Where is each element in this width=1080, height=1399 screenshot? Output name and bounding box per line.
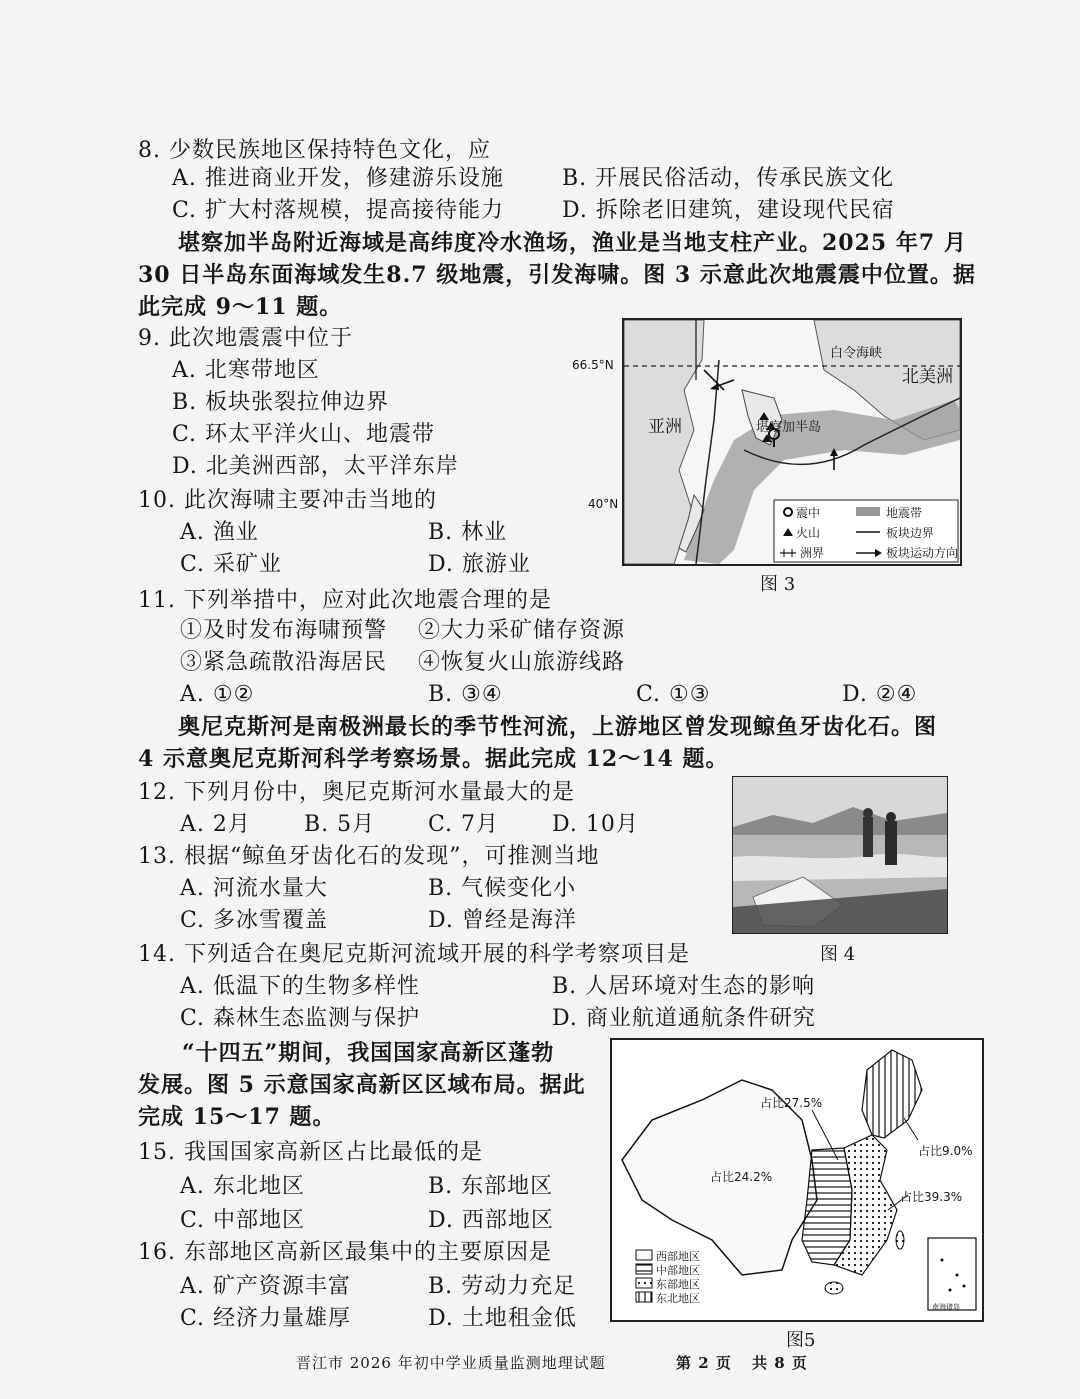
lat-66-label: 66.5°N bbox=[572, 358, 614, 372]
q16-option-b: B. 劳动力充足 bbox=[428, 1274, 577, 1299]
q11-option-d: D. ②④ bbox=[842, 682, 918, 707]
legend-plate-boundary: 板块边界 bbox=[886, 526, 935, 540]
q14-option-c: C. 森林生态监测与保护 bbox=[180, 1006, 421, 1031]
figure-5-caption: 图5 bbox=[786, 1330, 816, 1351]
q15-stem: 15. 我国国家高新区占比最低的是 bbox=[138, 1140, 483, 1165]
q15-option-d: D. 西部地区 bbox=[428, 1208, 554, 1233]
q15-option-c: C. 中部地区 bbox=[180, 1208, 306, 1233]
q8-option-d: D. 拆除老旧建筑，建设现代民宿 bbox=[562, 198, 895, 223]
footer-page: 第 2 页 bbox=[676, 1354, 732, 1372]
q14-option-b: B. 人居环境对生态的影响 bbox=[552, 974, 816, 999]
figure-3-caption: 图 3 bbox=[760, 574, 796, 595]
legend-east: 东部地区 bbox=[656, 1278, 700, 1291]
q13-stem: 13. 根据“鲸鱼牙齿化石的发现”，可推测当地 bbox=[138, 844, 600, 869]
q16-option-d: D. 土地租金低 bbox=[428, 1306, 577, 1331]
q8-option-c: C. 扩大村落规模，提高接待能力 bbox=[172, 198, 505, 223]
intro12-line1: 奥尼克斯河是南极洲最长的季节性河流，上游地区曾发现鲸鱼牙齿化石。图 bbox=[178, 714, 938, 740]
q11-item-3: ③紧急疏散沿海居民 bbox=[180, 650, 388, 675]
q9-option-d: D. 北美洲西部，太平洋东岸 bbox=[172, 454, 459, 479]
figure-4-photo bbox=[732, 776, 948, 934]
northeast-share-label: 占比9.0% bbox=[918, 1144, 973, 1158]
river-expedition-scene bbox=[733, 777, 947, 933]
intro15-line2: 发展。图 5 示意国家高新区区域布局。据此 bbox=[138, 1072, 586, 1098]
q10-option-b: B. 林业 bbox=[428, 520, 508, 545]
east-share-label: 占比39.3% bbox=[900, 1190, 963, 1204]
legend-northeast: 东北地区 bbox=[656, 1292, 700, 1305]
footer-total: 共 8 页 bbox=[752, 1354, 808, 1372]
q9-option-c: C. 环太平洋火山、地震带 bbox=[172, 422, 436, 447]
figure-4-caption: 图 4 bbox=[820, 944, 856, 965]
legend-west: 西部地区 bbox=[656, 1250, 700, 1263]
q14-stem: 14. 下列适合在奥尼克斯河流域开展的科学考察项目是 bbox=[138, 942, 690, 967]
q12-option-c: C. 7月 bbox=[428, 812, 500, 837]
legend-continent-boundary: 洲界 bbox=[800, 546, 825, 560]
inset-label: 南海诸岛 bbox=[932, 1303, 960, 1311]
figure-3-map bbox=[622, 318, 962, 566]
q10-option-d: D. 旅游业 bbox=[428, 552, 531, 577]
q15-option-a: A. 东北地区 bbox=[180, 1174, 305, 1199]
intro9-line1: 堪察加半岛附近海域是高纬度冷水渔场，渔业是当地支柱产业。2025 年7 月 bbox=[178, 230, 967, 256]
lat-40-label: 40°N bbox=[588, 497, 619, 511]
figure-5-map bbox=[610, 1038, 984, 1322]
q13-option-a: A. 河流水量大 bbox=[180, 876, 328, 901]
intro12-line2: 4 示意奥尼克斯河科学考察场景。据此完成 12～14 题。 bbox=[138, 746, 729, 772]
q12-option-a: A. 2月 bbox=[180, 812, 251, 837]
q9-option-b: B. 板块张裂拉伸边界 bbox=[172, 390, 390, 415]
footer-title: 晋江市 2026 年初中学业质量监测地理试题 bbox=[296, 1354, 606, 1372]
q11-stem: 11. 下列举措中，应对此次地震合理的是 bbox=[138, 588, 552, 613]
legend-epicenter: 震中 bbox=[796, 506, 821, 520]
q10-option-c: C. 采矿业 bbox=[180, 552, 283, 577]
q14-option-d: D. 商业航道通航条件研究 bbox=[552, 1006, 816, 1031]
q16-option-a: A. 矿产资源丰富 bbox=[180, 1274, 351, 1299]
q8-option-a: A. 推进商业开发，修建游乐设施 bbox=[172, 166, 504, 191]
q10-option-a: A. 渔业 bbox=[180, 520, 259, 545]
q12-option-d: D. 10月 bbox=[552, 812, 639, 837]
legend-volcano: 火山 bbox=[796, 526, 821, 540]
q13-option-d: D. 曾经是海洋 bbox=[428, 908, 577, 933]
asia-label: 亚洲 bbox=[648, 417, 682, 437]
intro15-line3: 完成 15～17 题。 bbox=[138, 1104, 336, 1130]
intro15-line1: “十四五”期间，我国国家高新区蓬勃 bbox=[182, 1040, 555, 1066]
q13-option-c: C. 多冰雪覆盖 bbox=[180, 908, 329, 933]
q11-option-a: A. ①② bbox=[180, 682, 255, 707]
kamchatka-label: 堪察加半岛 bbox=[756, 420, 822, 435]
bering-strait-label: 白令海峡 bbox=[830, 346, 883, 361]
intro9-line2: 30 日半岛东面海域发生8.7 级地震，引发海啸。图 3 示意此次地震震中位置。据 bbox=[138, 262, 976, 288]
legend-plate-motion: 板块运动方向 bbox=[886, 546, 959, 560]
q11-option-b: B. ③④ bbox=[428, 682, 503, 707]
q15-option-b: B. 东部地区 bbox=[428, 1174, 554, 1199]
north-america-label: 北美洲 bbox=[902, 367, 953, 387]
q10-stem: 10. 此次海啸主要冲击当地的 bbox=[138, 488, 437, 513]
q11-option-c: C. ①③ bbox=[636, 682, 711, 707]
q11-item-1: ①及时发布海啸预警 bbox=[180, 618, 388, 643]
q8-option-b: B. 开展民俗活动，传承民族文化 bbox=[562, 166, 895, 191]
q13-option-b: B. 气候变化小 bbox=[428, 876, 577, 901]
q16-option-c: C. 经济力量雄厚 bbox=[180, 1306, 352, 1331]
west-share-label: 占比27.5% bbox=[760, 1096, 823, 1110]
q11-item-2: ②大力采矿储存资源 bbox=[418, 618, 626, 643]
q16-stem: 16. 东部地区高新区最集中的主要原因是 bbox=[138, 1240, 552, 1265]
central-share-label: 占比24.2% bbox=[710, 1170, 773, 1184]
q14-option-a: A. 低温下的生物多样性 bbox=[180, 974, 420, 999]
q11-item-4: ④恢复火山旅游线路 bbox=[418, 650, 626, 675]
q9-stem: 9. 此次地震震中位于 bbox=[138, 326, 353, 351]
q12-stem: 12. 下列月份中，奥尼克斯河水量最大的是 bbox=[138, 780, 575, 805]
intro9-line3: 此完成 9～11 题。 bbox=[138, 294, 343, 320]
legend-central: 中部地区 bbox=[656, 1264, 700, 1277]
q9-option-a: A. 北寒带地区 bbox=[172, 358, 320, 383]
q8-stem: 8. 少数民族地区保持特色文化，应 bbox=[138, 138, 491, 163]
q12-option-b: B. 5月 bbox=[304, 812, 376, 837]
legend-quake-belt: 地震带 bbox=[886, 506, 923, 520]
